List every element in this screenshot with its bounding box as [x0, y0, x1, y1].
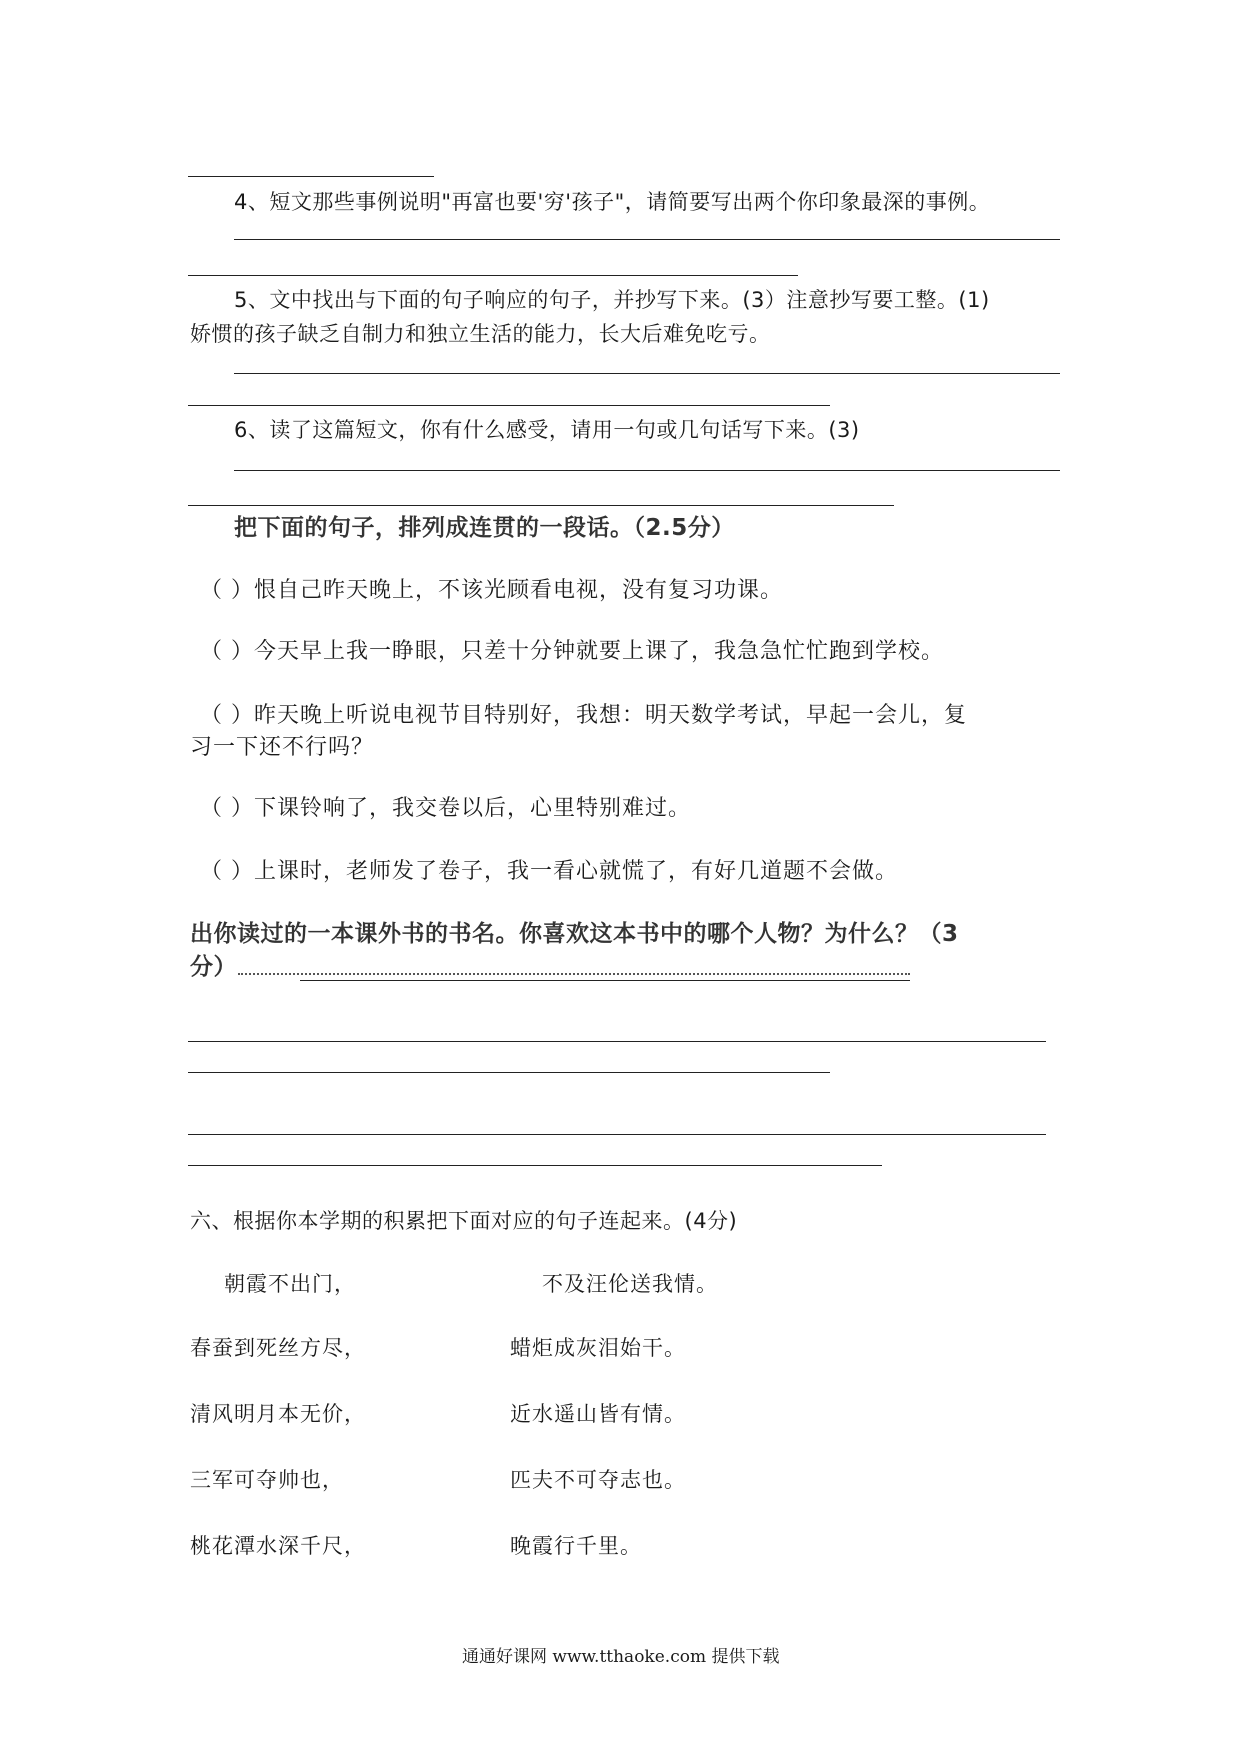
sort-item-3-cont: 习一下还不行吗？: [190, 735, 375, 760]
question-5-line1: 5、文中找出与下面的句子响应的句子，并抄写下来。(3）注意抄写要工整。(1): [234, 288, 990, 312]
sort-item-2: （ ）今天早上我一睁眼，只差十分钟就要上课了，我急急忙忙跑到学校。: [200, 639, 944, 664]
sort-item-3: （ ）昨天晚上听说电视节目特别好，我想：明天数学考试，早起一会儿，复: [200, 703, 967, 728]
sort-item-1: （ ）恨自己昨天晚上，不该光顾看电视，没有复习功课。: [200, 578, 783, 603]
answer-line[interactable]: [188, 1072, 830, 1073]
answer-line[interactable]: [234, 373, 1060, 374]
answer-line[interactable]: [188, 1134, 1046, 1135]
answer-line[interactable]: [188, 275, 798, 276]
match-right-1[interactable]: 不及汪伦送我情。: [542, 1272, 718, 1296]
answer-line[interactable]: [300, 980, 910, 981]
answer-line[interactable]: [234, 239, 1060, 240]
match-right-4[interactable]: 匹夫不可夺志也。: [510, 1468, 686, 1492]
match-right-2[interactable]: 蜡炬成灰泪始干。: [510, 1336, 686, 1360]
answer-line[interactable]: [188, 405, 830, 406]
sort-item-5: （ ）上课时，老师发了卷子，我一看心就慌了，有好几道题不会做。: [200, 859, 898, 884]
answer-line[interactable]: [234, 470, 1060, 471]
answer-line[interactable]: [188, 1165, 882, 1166]
match-section-title: 六、根据你本学期的积累把下面对应的句子连起来。(4分): [190, 1209, 738, 1233]
match-left-3[interactable]: 清风明月本无价，: [190, 1402, 366, 1426]
footer-text: 通通好课网 www.tthaoke.com 提供下载: [462, 1647, 780, 1667]
match-left-4[interactable]: 三军可夺帅也，: [190, 1468, 344, 1492]
match-left-1[interactable]: 朝霞不出门，: [224, 1272, 356, 1296]
match-left-2[interactable]: 春蚕到死丝方尽，: [190, 1336, 366, 1360]
sort-item-4: （ ）下课铃响了，我交卷以后，心里特别难过。: [200, 796, 691, 821]
question-5-line2: 娇惯的孩子缺乏自制力和独立生活的能力，长大后难免吃亏。: [190, 322, 771, 346]
answer-line[interactable]: [188, 1041, 1046, 1042]
question-6: 6、读了这篇短文，你有什么感受，请用一句或几句话写下来。(3): [234, 418, 860, 442]
match-left-5[interactable]: 桃花潭水深千尺，: [190, 1534, 366, 1558]
book-section-line1: 出你读过的一本课外书的书名。你喜欢这本书中的哪个人物？为什么？（3: [190, 921, 959, 947]
match-right-5[interactable]: 晚霞行千里。: [510, 1534, 642, 1558]
book-section-line2: 分）: [190, 954, 237, 980]
book-answer-dotted-line[interactable]: [238, 973, 910, 975]
answer-line: [188, 176, 434, 177]
match-right-3[interactable]: 近水遥山皆有情。: [510, 1402, 686, 1426]
answer-line[interactable]: [188, 505, 894, 506]
sort-section-title: 把下面的句子，排列成连贯的一段话。（2.5分）: [234, 515, 735, 541]
question-4: 4、短文那些事例说明"再富也要'穷'孩子"，请简要写出两个你印象最深的事例。: [234, 190, 991, 214]
